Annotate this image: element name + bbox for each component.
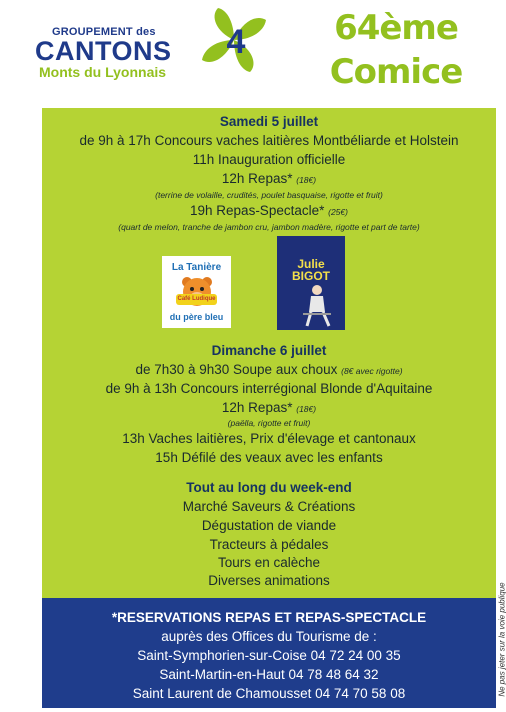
samedi-item: de 9h à 17h Concours vaches laitières Montbéliarde et Holstein bbox=[79, 133, 459, 148]
side-note bbox=[498, 575, 506, 705]
reservation-office: Saint-Symphorien-sur-Coise 04 72 24 00 35 bbox=[137, 648, 401, 663]
side-note-text: Ne pas jeter sur la voie publique bbox=[497, 582, 506, 697]
julie-line1: Julie bbox=[297, 257, 325, 271]
samedi-repas-price: (18€) bbox=[296, 175, 317, 185]
julie-line2: BIGOT bbox=[292, 269, 330, 283]
dimanche-item: 13h Vaches laitières, Prix d'élevage et cantonaux bbox=[122, 431, 416, 446]
dimanche-repas-label: 12h Repas* bbox=[221, 400, 293, 415]
taniere-logo bbox=[162, 256, 231, 328]
samedi-repas-label: 12h Repas* bbox=[221, 171, 293, 186]
dimanche-soupe-price: (8€ avec rigotte) bbox=[341, 366, 403, 376]
comice-line2: Comice bbox=[329, 52, 463, 92]
samedi-repas bbox=[42, 171, 496, 186]
performer-silhouette-icon bbox=[299, 284, 335, 328]
dimanche-repas-price: (18€) bbox=[296, 404, 317, 414]
logo-line3: Monts du Lyonnais bbox=[39, 64, 167, 80]
samedi-spectacle-label: 19h Repas-Spectacle* bbox=[190, 203, 325, 218]
samedi-spectacle-price: (25€) bbox=[328, 207, 348, 217]
dimanche-item: 15h Défilé des veaux avec les enfants bbox=[155, 450, 383, 465]
reservations-subtitle: auprès des Offices du Tourisme de : bbox=[161, 629, 377, 644]
comice-title bbox=[296, 6, 496, 94]
clover-logo-icon bbox=[196, 2, 272, 78]
taniere-badge: Café Ludique bbox=[176, 294, 217, 305]
reservation-office: Saint Laurent de Chamousset 04 74 70 58 08 bbox=[132, 686, 406, 701]
samedi-title: Samedi 5 juillet bbox=[219, 114, 319, 129]
weekend-item: Tracteurs à pédales bbox=[209, 537, 329, 552]
groupement-logo bbox=[35, 26, 172, 80]
dimanche-soupe bbox=[42, 362, 496, 377]
julie-bigot-poster bbox=[277, 236, 345, 330]
weekend-item: Diverses animations bbox=[208, 573, 330, 588]
samedi-item: 11h Inauguration officielle bbox=[192, 152, 346, 167]
weekend-item: Tours en calèche bbox=[217, 555, 321, 570]
header bbox=[0, 0, 506, 108]
dimanche-soupe-label: de 7h30 à 9h30 Soupe aux choux bbox=[135, 362, 338, 377]
weekend-item: Dégustation de viande bbox=[201, 518, 337, 533]
logo-line2: CANTONS bbox=[35, 36, 172, 66]
reservations-title: *RESERVATIONS REPAS ET REPAS-SPECTACLE bbox=[111, 610, 427, 625]
comice-line1: 64ème bbox=[334, 8, 458, 48]
logo-line1: GROUPEMENT des bbox=[52, 26, 156, 38]
dimanche-concours: de 9h à 13h Concours interrégional Blonde d'Aquitaine bbox=[105, 381, 433, 396]
samedi-spectacle-menu: (quart de melon, tranche de jambon cru, jambon madère, rigotte et part de tarte) bbox=[118, 222, 420, 232]
dimanche-repas-menu: (paëlla, rigotte et fruit) bbox=[227, 418, 311, 428]
taniere-line1: La Tanière bbox=[171, 262, 222, 273]
weekend-item: Marché Saveurs & Créations bbox=[182, 499, 356, 514]
samedi-repas-menu: (terrine de volaille, crudités, poulet basquaise, rigotte et fruit) bbox=[155, 190, 383, 200]
weekend-title: Tout au long du week-end bbox=[186, 480, 352, 495]
logo-number: 4 bbox=[226, 23, 246, 61]
taniere-line2: du père bleu bbox=[169, 312, 224, 322]
samedi-spectacle bbox=[42, 203, 496, 218]
dimanche-repas bbox=[42, 400, 496, 415]
dimanche-title: Dimanche 6 juillet bbox=[211, 343, 327, 358]
reservation-office: Saint-Martin-en-Haut 04 78 48 64 32 bbox=[159, 667, 379, 682]
